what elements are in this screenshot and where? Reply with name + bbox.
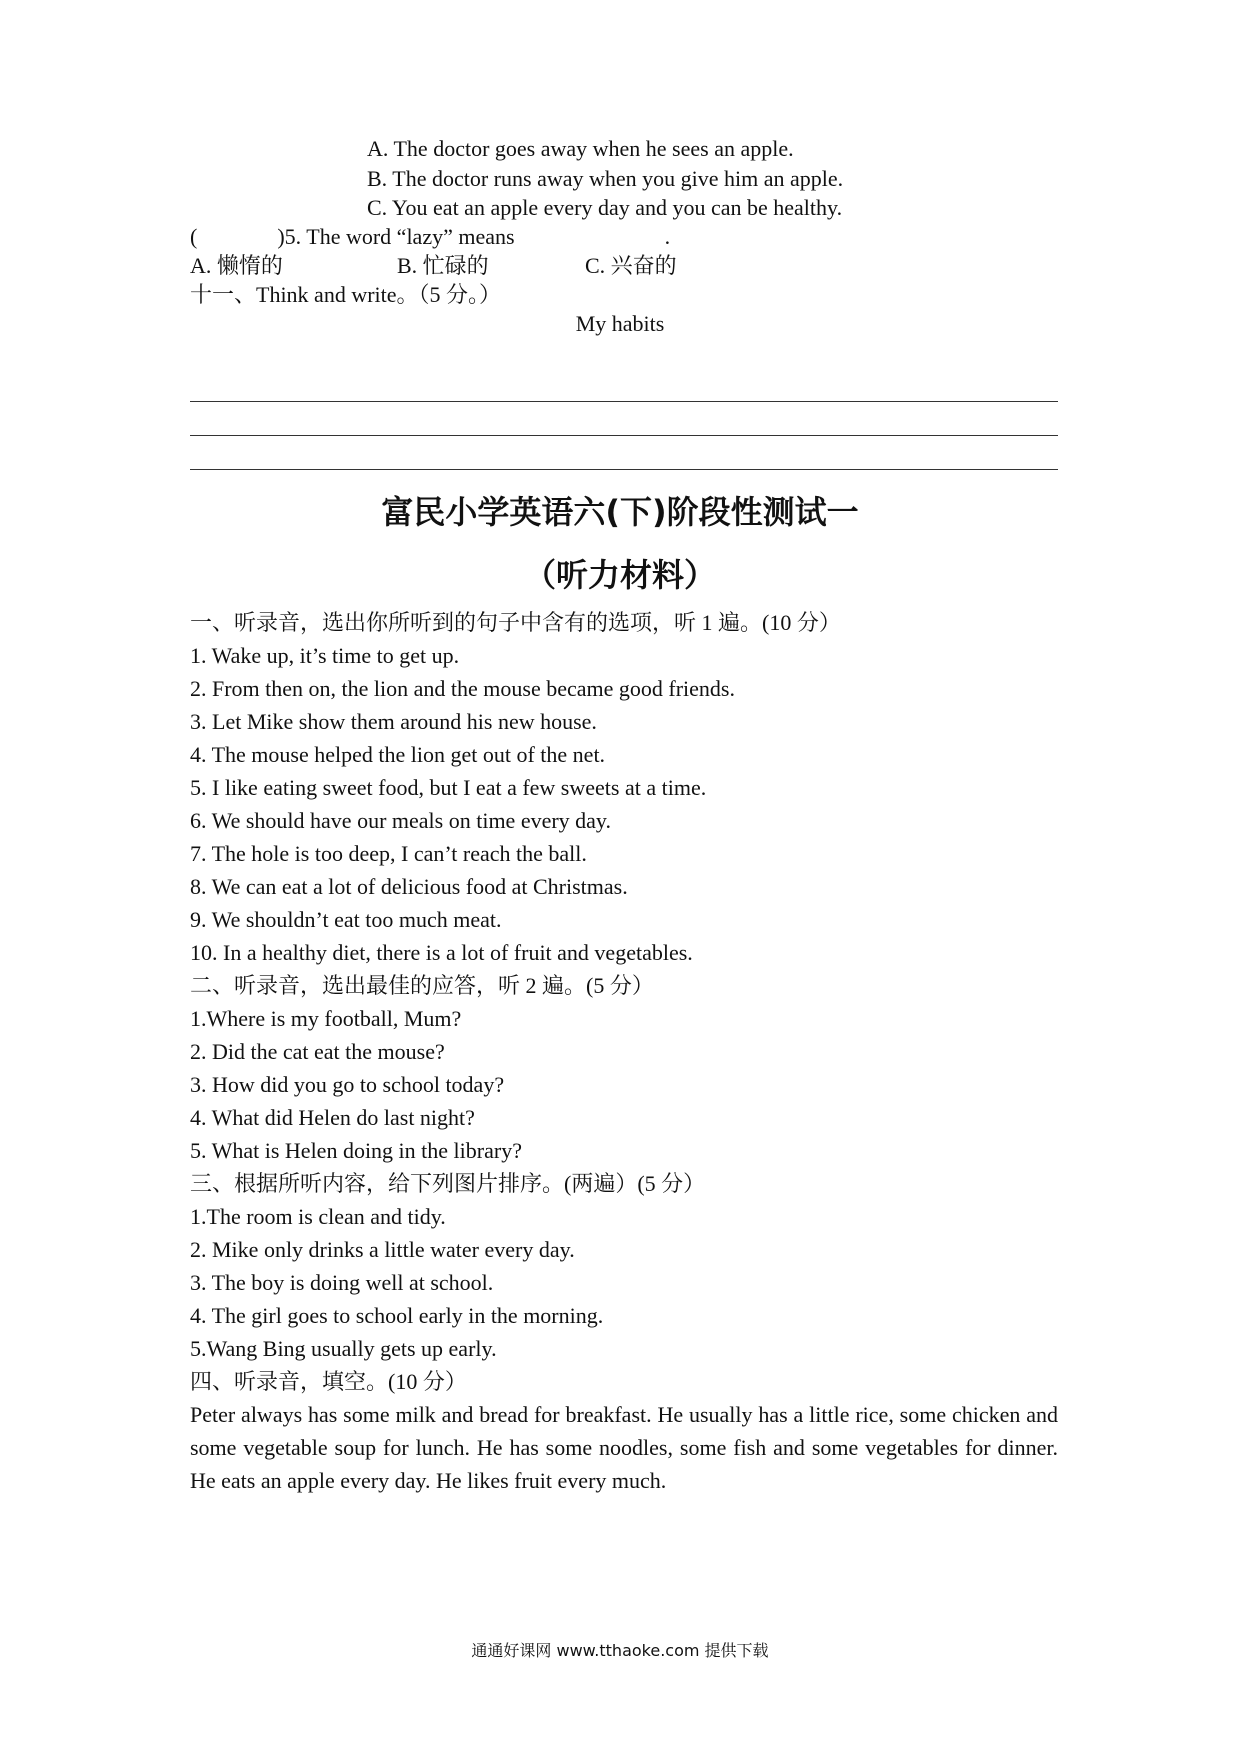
- q4-option-b: B. The doctor runs away when you give him an apple.: [367, 166, 844, 191]
- part1-item-10: 10. In a healthy diet, there is a lot of fruit and vegetables.: [190, 940, 693, 965]
- writing-line-1[interactable]: [190, 401, 1058, 402]
- q4-option-a: A. The doctor goes away when he sees an apple.: [367, 136, 794, 161]
- part3-item-5: 5.Wang Bing usually gets up early.: [190, 1336, 497, 1361]
- part2-item-2: 2. Did the cat eat the mouse?: [190, 1039, 445, 1064]
- part1-item-8: 8. We can eat a lot of delicious food at Christmas.: [190, 874, 628, 899]
- q5-paren-open: (: [190, 224, 198, 249]
- test-title: 富民小学英语六(下)阶段性测试一: [381, 493, 859, 531]
- part2-item-1: 1.Where is my football, Mum?: [190, 1006, 462, 1031]
- q5-stem: )5. The word “lazy” means: [277, 224, 515, 249]
- part3-item-3: 3. The boy is doing well at school.: [190, 1270, 494, 1295]
- essay-title: My habits: [575, 311, 665, 336]
- q5-option-b: B. 忙碌的: [397, 253, 489, 278]
- test-subtitle: （听力材料）: [523, 556, 716, 594]
- part1-item-1: 1. Wake up, it’s time to get up.: [190, 643, 460, 668]
- q5-question: [190, 222, 670, 252]
- part3-item-2: 2. Mike only drinks a little water every day.: [190, 1237, 575, 1262]
- part1-heading: 一、听录音，选出你所听到的句子中含有的选项，听 1 遍。(10 分）: [190, 610, 841, 635]
- q5-end-dot: .: [664, 224, 671, 249]
- part2-item-5: 5. What is Helen doing in the library?: [190, 1138, 522, 1163]
- part1-item-3: 3. Let Mike show them around his new house.: [190, 709, 597, 734]
- part1-item-2: 2. From then on, the lion and the mouse became good friends.: [190, 676, 735, 701]
- part2-heading: 二、听录音，选出最佳的应答，听 2 遍。(5 分）: [190, 973, 654, 998]
- part1-item-6: 6. We should have our meals on time every day.: [190, 808, 612, 833]
- part3-heading: 三、根据所听内容，给下列图片排序。(两遍）(5 分）: [190, 1171, 706, 1196]
- q5-option-c: C. 兴奋的: [585, 253, 677, 278]
- part2-item-4: 4. What did Helen do last night?: [190, 1105, 475, 1130]
- section-11-heading: 十一、Think and write。（5 分。）: [190, 282, 502, 307]
- part1-item-7: 7. The hole is too deep, I can’t reach the ball.: [190, 841, 587, 866]
- part3-item-4: 4. The girl goes to school early in the morning.: [190, 1303, 604, 1328]
- q4-option-c: C. You eat an apple every day and you can be healthy.: [367, 195, 843, 220]
- writing-line-3[interactable]: [190, 469, 1058, 470]
- part1-item-5: 5. I like eating sweet food, but I eat a few sweets at a time.: [190, 775, 707, 800]
- writing-line-2[interactable]: [190, 435, 1058, 436]
- page-footer: 通通好课网 www.tthaoke.com 提供下载: [471, 1641, 769, 1660]
- part1-item-4: 4. The mouse helped the lion get out of the net.: [190, 742, 606, 767]
- part1-item-9: 9. We shouldn’t eat too much meat.: [190, 907, 502, 932]
- q5-option-a: A. 懒惰的: [190, 253, 283, 278]
- part2-item-3: 3. How did you go to school today?: [190, 1072, 505, 1097]
- part4-heading: 四、听录音，填空。(10 分）: [190, 1369, 467, 1394]
- part4-passage: Peter always has some milk and bread for breakfast. He usually has a little rice, some chicken and some vegetable soup for lunch. He has some noodles, some fish and some vegetables for dinner. He eats an apple every day. He likes fruit every much.: [190, 1402, 1058, 1493]
- part3-item-1: 1.The room is clean and tidy.: [190, 1204, 446, 1229]
